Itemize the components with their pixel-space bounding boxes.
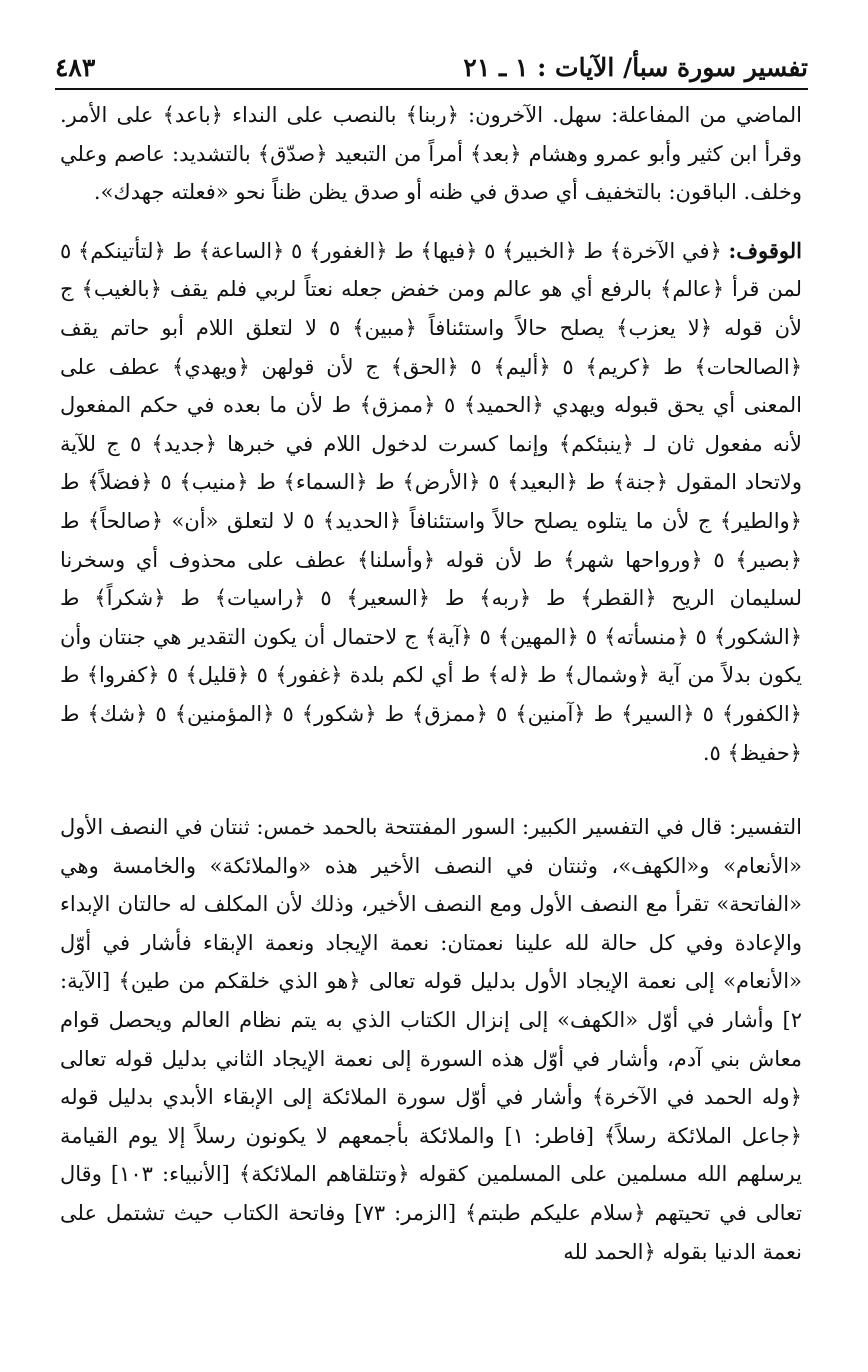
running-title: تفسير سورة سبأ/ الآيات : ١ ـ ٢١	[463, 53, 808, 82]
page-body	[60, 96, 802, 1271]
tafsir-label: التفسير:	[729, 815, 802, 840]
tafsir-text: قال في التفسير الكبير: السور المفتتحة بالحمد خمس: ثنتان في النصف الأول «الأنعام» و«الكهف»، وثنتان في النصف الأخير هذه «والملائكة» والخامسة وهي «الفاتحة» تقرأ مع النصف الأول ومع النصف الأخير، وذلك لأن المكلف له حالتان الإبداء والإعادة وفي كل حالة لله علينا نعمتان: نعمة الإيجاد ونعمة الإبقاء فأشار في أوّل «الأنعام» إلى نعمة الإيجاد الأول بدليل قوله تعالى ﴿هو الذي خلقكم من طين﴾ [الآية: ٢] وأشار في أوّل «الكهف» إلى إنزال الكتاب الذي به يتم نظام العالم ويحصل قوام معاش بني آدم، وأشار في أوّل هذه السورة إلى نعمة الإيجاد الثاني بدليل قوله تعالى ﴿وله الحمد في الآخرة﴾ وأشار في أوّل سورة الملائكة إلى الإبقاء الأبدي بدليل قوله ﴿جاعل الملائكة رسلاً﴾ [فاطر: ١] والملائكة بأجمعهم لا يكونون رسلاً إلا يوم القيامة يرسلهم الله مسلمين على المسلمين كقوله ﴿وتتلقاهم الملائكة﴾ [الأنبياء: ١٠٣] وقال تعالى في تحيتهم ﴿سلام عليكم طبتم﴾ [الزمر: ٧٣] وفاتحة الكتاب حيث تشتمل على نعمة الدنيا بقوله ﴿الحمد لله	[60, 815, 802, 1264]
qiraat-paragraph: الماضي من المفاعلة: سهل. الآخرون: ﴿ربنا﴾ بالنصب على النداء ﴿باعد﴾ على الأمر. وقرأ ابن كثير وأبو عمرو وهشام ﴿بعد﴾ أمراً من التبعيد ﴿صدّق﴾ بالتشديد: عاصم وعلي وخلف. الباقون: بالتخفيف أي صدق في ظنه أو صدق يظن ظناً نحو «فعلته جهدك».	[60, 103, 802, 205]
page-number: ٤٨٣	[55, 53, 96, 82]
waqf-paragraph	[60, 232, 802, 772]
tafsir-paragraph	[60, 808, 802, 1271]
header-rule	[55, 88, 808, 90]
waqf-text: ﴿في الآخرة﴾ ط ﴿الخبير﴾ ٥ ﴿فيها﴾ ط ﴿الغفور﴾ ٥ ﴿الساعة﴾ ط ﴿لتأتينكم﴾ ٥ لمن قرأ ﴿عالم﴾ بالرفع أي هو عالم ومن خفض جعله نعتاً لربي فلم يقف ﴿بالغيب﴾ ج لأن قوله ﴿لا يعزب﴾ يصلح حالاً واستئنافاً ﴿مبين﴾ ٥ لا لتعلق اللام أبو حاتم يقف ﴿الصالحات﴾ ط ﴿كريم﴾ ٥ ﴿أليم﴾ ٥ ﴿الحق﴾ ج لأن قولهن ﴿ويهدي﴾ عطف على المعنى أي يحق قبوله ويهدي ﴿الحميد﴾ ٥ ﴿ممزق﴾ ط لأن ما بعده في حكم المفعول لأنه مفعول ثان لـ ﴿ينبئكم﴾ وإنما كسرت لدخول اللام في خبرها ﴿جديد﴾ ٥ ج للآية ولاتحاد المقول ﴿جنة﴾ ط ﴿البعيد﴾ ٥ ﴿الأرض﴾ ط ﴿السماء﴾ ط ﴿منيب﴾ ٥ ﴿فضلاً﴾ ط ﴿والطير﴾ ج لأن ما يتلوه يصلح حالاً واستئنافاً ﴿الحديد﴾ ٥ لا لتعلق «أن» ﴿صالحاً﴾ ط ﴿بصير﴾ ٥ ﴿ورواحها شهر﴾ ط لأن قوله ﴿وأسلنا﴾ عطف على محذوف أي وسخرنا لسليمان الريح ﴿القطر﴾ ط ﴿ربه﴾ ط ﴿السعير﴾ ٥ ﴿راسيات﴾ ط ﴿شكراً﴾ ط ﴿الشكور﴾ ٥ ﴿منسأته﴾ ٥ ﴿المهين﴾ ٥ ﴿آية﴾ ج لاحتمال أن يكون التقدير هي جنتان وأن يكون بدلاً من آية ﴿وشمال﴾ ط ﴿له﴾ ط أي لكم بلدة ﴿غفور﴾ ٥ ﴿قليل﴾ ٥ ﴿كفروا﴾ ط ﴿الكفور﴾ ٥ ﴿السير﴾ ط ﴿آمنين﴾ ٥ ﴿ممزق﴾ ط ﴿شكور﴾ ٥ ﴿المؤمنين﴾ ٥ ﴿شك﴾ ط ﴿حفيظ﴾ ٥.	[60, 238, 803, 765]
running-header	[55, 38, 808, 90]
waqf-label: الوقوف:	[728, 237, 802, 263]
